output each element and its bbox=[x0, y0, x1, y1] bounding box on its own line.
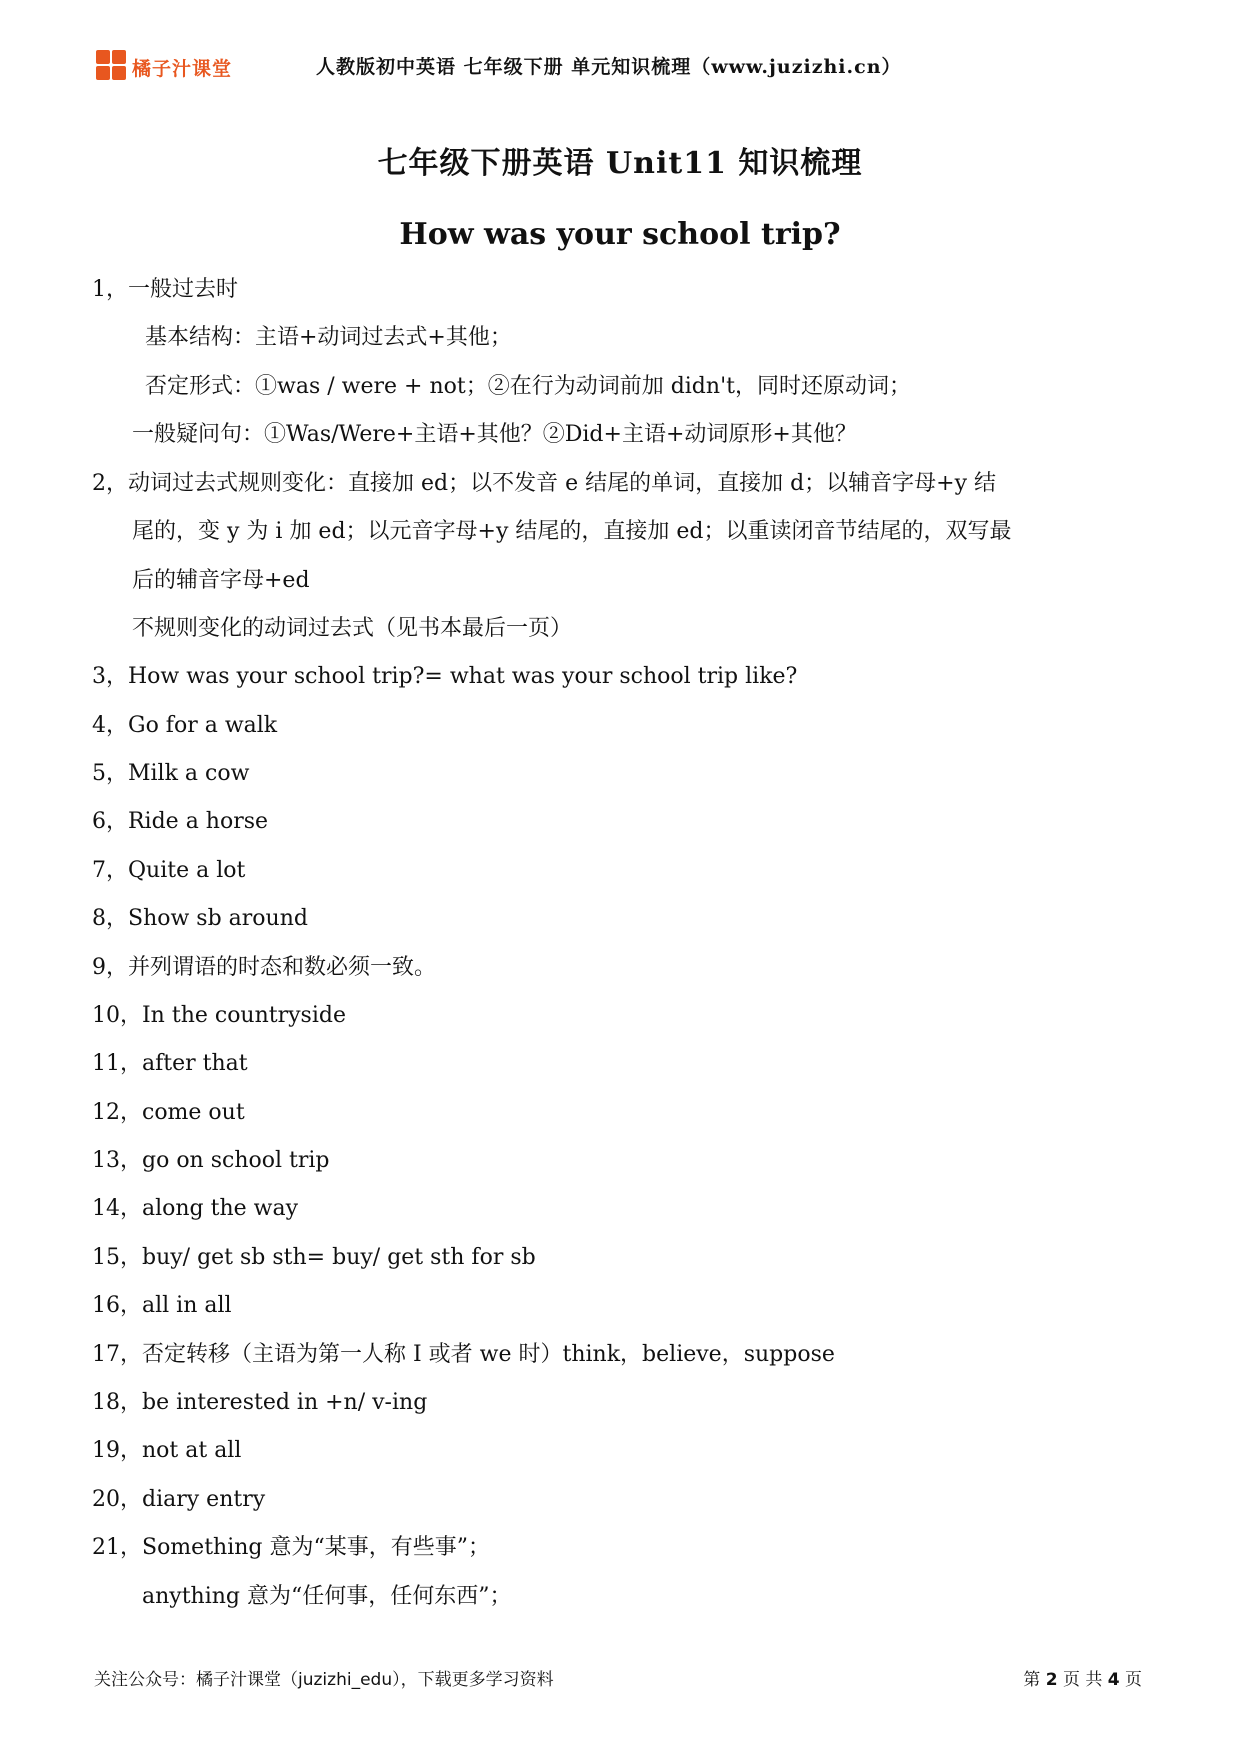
list-item: 3，How was your school trip?= what was your school trip like? bbox=[92, 664, 798, 689]
list-item: 后的辅音字母+ed bbox=[132, 568, 310, 593]
document-subtitle: How was your school trip? bbox=[399, 217, 841, 252]
list-item: 5，Milk a cow bbox=[92, 761, 250, 786]
list-item: 否定形式：①was / were + not；②在行为动词前加 didn't，同时还原动词； bbox=[145, 374, 911, 399]
list-item: 18，be interested in +n/ v-ing bbox=[92, 1390, 428, 1415]
list-item: 7，Quite a lot bbox=[92, 858, 246, 883]
list-item: 19，not at all bbox=[92, 1438, 242, 1463]
list-item: 6，Ride a horse bbox=[92, 809, 269, 834]
list-item: 21，Something 意为“某事，有些事”； bbox=[92, 1535, 490, 1560]
page-number bbox=[1023, 1665, 1142, 1690]
list-item: 1，一般过去时 bbox=[92, 277, 238, 302]
list-item: 16，all in all bbox=[92, 1293, 232, 1318]
footer-note: 关注公众号：橘子汁课堂（juzizhi_edu），下载更多学习资料 bbox=[94, 1670, 554, 1690]
list-item: 9，并列谓语的时态和数必须一致。 bbox=[92, 955, 436, 980]
list-item: 12，come out bbox=[92, 1100, 245, 1125]
list-item: 14，along the way bbox=[92, 1196, 299, 1221]
header-title: 人教版初中英语 七年级下册 单元知识梳理（www.juzizhi.cn） bbox=[316, 56, 902, 78]
list-item: 8，Show sb around bbox=[92, 906, 308, 931]
list-item: 4，Go for a walk bbox=[92, 713, 278, 738]
list-item: anything 意为“任何事，任何东西”； bbox=[142, 1584, 512, 1609]
list-item: 13，go on school trip bbox=[92, 1148, 330, 1173]
list-item: 基本结构：主语+动词过去式+其他； bbox=[145, 325, 512, 350]
list-item: 一般疑问句：①Was/Were+主语+其他？②Did+主语+动词原形+其他？ bbox=[132, 422, 857, 447]
list-item: 15，buy/ get sb sth= buy/ get sth for sb bbox=[92, 1245, 536, 1270]
page-current: 2 bbox=[1045, 1670, 1058, 1690]
list-item: 2，动词过去式规则变化：直接加 ed；以不发音 e 结尾的单词，直接加 d；以辅音字母+y 结 bbox=[92, 471, 997, 496]
page-prefix: 第 bbox=[1023, 1670, 1041, 1690]
page-middle: 页 共 bbox=[1062, 1670, 1103, 1690]
list-item: 不规则变化的动词过去式（见书本最后一页） bbox=[132, 616, 573, 641]
list-item: 20，diary entry bbox=[92, 1487, 266, 1512]
page-suffix: 页 bbox=[1125, 1670, 1142, 1690]
list-item: 11，after that bbox=[92, 1051, 248, 1076]
list-item: 17，否定转移（主语为第一人称 I 或者 we 时）think，believe，suppose bbox=[92, 1342, 835, 1367]
list-item: 10，In the countryside bbox=[92, 1003, 346, 1028]
list-item: 尾的，变 y 为 i 加 ed；以元音字母+y 结尾的，直接加 ed；以重读闭音节结尾的，双写最 bbox=[132, 519, 1012, 544]
document-title: 七年级下册英语 Unit11 知识梳理 bbox=[377, 146, 863, 181]
logo-text: 橘子汁课堂 bbox=[132, 58, 233, 80]
page-total: 4 bbox=[1107, 1670, 1120, 1690]
